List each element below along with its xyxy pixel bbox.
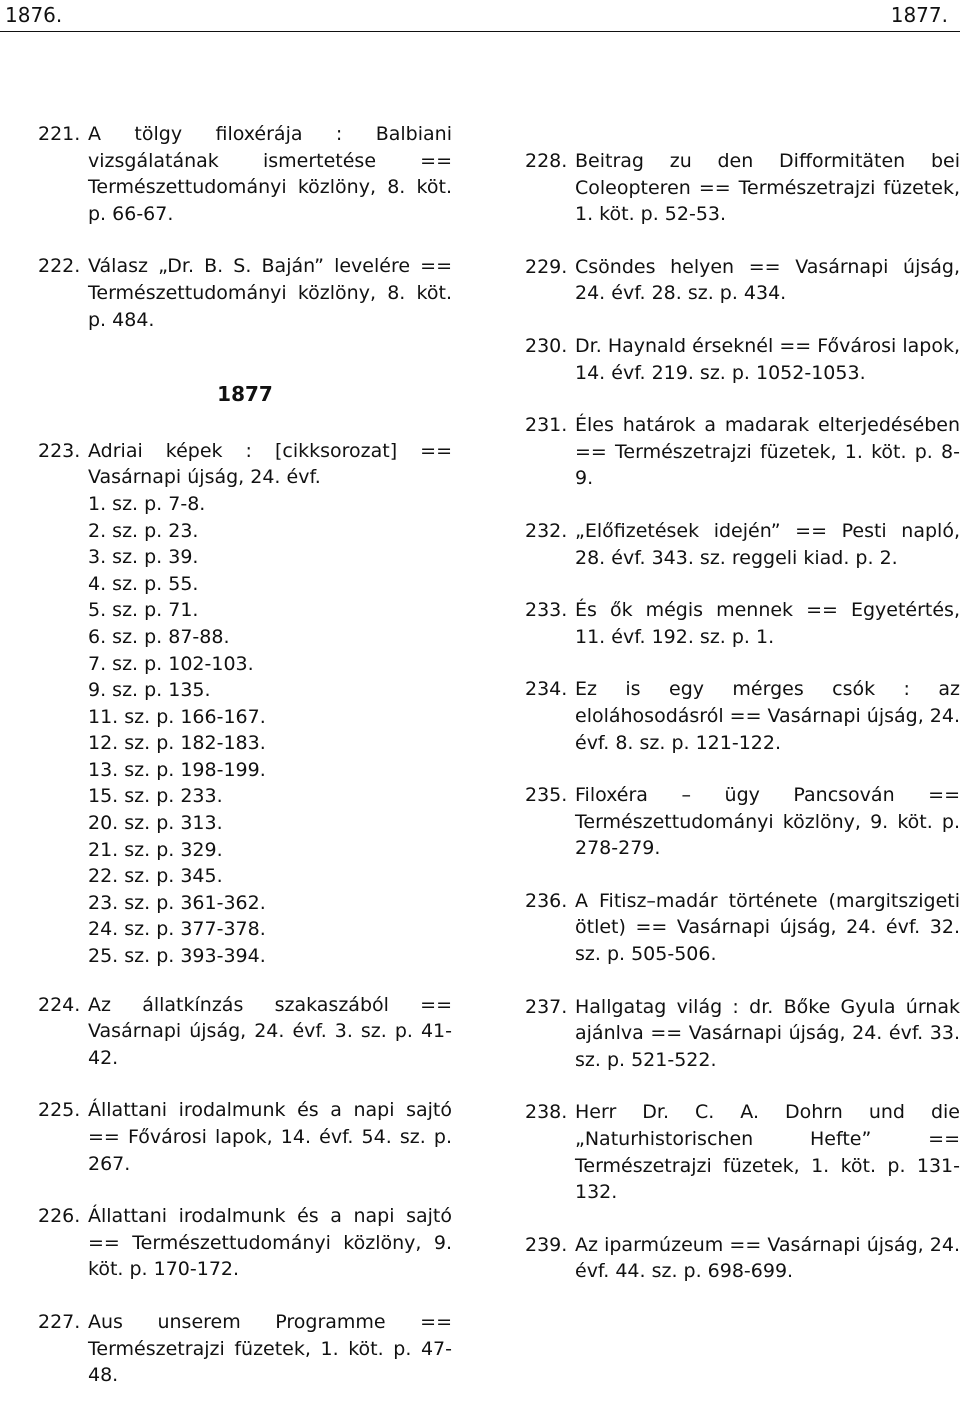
entry-text-block bbox=[88, 438, 452, 970]
entry-text: Éles határok a madarak elterjedésében == Természetrajzi füzetek, 1. köt. p. 8-9. bbox=[575, 414, 960, 490]
entry-text: Ez is egy mérges csók : az eloláhosodásról == Vasárnapi újság, 24. évf. 8. sz. p. 121-122. bbox=[575, 678, 960, 754]
entry-number: 229. bbox=[525, 255, 568, 278]
series-part: 11. sz. p. 166-167. bbox=[88, 705, 266, 728]
series-part: 2. sz. p. 23. bbox=[88, 519, 199, 542]
entry-number: 239. bbox=[525, 1233, 568, 1256]
entry-text: Beitrag zu den Difformitäten bei Coleopteren == Természetrajzi füzetek, 1. köt. p. 52-53. bbox=[575, 150, 960, 226]
bibliography-entry bbox=[38, 1097, 452, 1177]
entry-number: 226. bbox=[38, 1205, 81, 1228]
entry-number: 231. bbox=[525, 414, 568, 437]
entry-text: Hallgatag világ : dr. Bőke Gyula úrnak ajánlva == Vasárnapi újság, 24. évf. 33. sz. p. 521-522. bbox=[575, 995, 960, 1071]
entry-text: Az iparmúzeum == Vasárnapi újság, 24. évf. 44. sz. p. 698-699. bbox=[575, 1233, 960, 1283]
entry-number: 222. bbox=[38, 255, 81, 278]
entry-number: 221. bbox=[38, 123, 81, 145]
entry-text: Aus unserem Programme == Természetrajzi füzetek, 1. köt. p. 47-48. bbox=[88, 1310, 452, 1387]
bibliography-entry bbox=[38, 121, 452, 227]
series-part: 6. sz. p. 87-88. bbox=[88, 625, 230, 648]
entry-text: Az állatkínzás szakaszából == Vasárnapi újság, 24. évf. 3. sz. p. 41-42. bbox=[88, 993, 452, 1069]
series-part: 1. sz. p. 7-8. bbox=[88, 492, 206, 515]
entry-text: Filoxéra – ügy Pancsován == Természettudományi közlöny, 9. köt. p. 278-279. bbox=[575, 784, 960, 860]
entry-text: Válasz „Dr. B. S. Baján” levelére == Természettudományi közlöny, 8. köt. p. 484. bbox=[88, 255, 452, 331]
entry-number: 233. bbox=[525, 599, 568, 622]
entry-text: Adriai képek : [cikksorozat] == Vasárnapi újság, 24. évf. bbox=[88, 439, 452, 489]
bibliography-entry bbox=[525, 254, 960, 307]
entry-number: 225. bbox=[38, 1099, 81, 1122]
entry-text: Csöndes helyen == Vasárnapi újság, 24. évf. 28. sz. p. 434. bbox=[575, 255, 960, 305]
bibliography-entry bbox=[525, 676, 960, 756]
series-part: 24. sz. p. 377-378. bbox=[88, 918, 266, 941]
series-part: 13. sz. p. 198-199. bbox=[88, 758, 266, 781]
left-column bbox=[38, 121, 452, 1415]
series-part: 22. sz. p. 345. bbox=[88, 865, 223, 888]
series-part: 25. sz. p. 393-394. bbox=[88, 945, 266, 968]
entry-number: 224. bbox=[38, 993, 81, 1016]
series-part: 21. sz. p. 329. bbox=[88, 838, 223, 861]
bibliography-entry bbox=[525, 412, 960, 492]
entry-number: 238. bbox=[525, 1101, 568, 1124]
bibliography-entry bbox=[38, 1309, 452, 1389]
entry-number: 234. bbox=[525, 678, 568, 701]
bibliography-entry bbox=[525, 888, 960, 968]
header-year-left: 1876. bbox=[5, 3, 63, 27]
series-part: 9. sz. p. 135. bbox=[88, 679, 211, 702]
bibliography-entry bbox=[525, 994, 960, 1074]
entry-number: 228. bbox=[525, 150, 568, 172]
bibliography-entry bbox=[525, 1099, 960, 1205]
bibliography-entry bbox=[525, 1232, 960, 1285]
entry-number: 232. bbox=[525, 519, 568, 542]
entry-text: A Fitisz–madár története (margitszigeti ötlet) == Vasárnapi újság, 24. évf. 32. sz. p. 505-506. bbox=[575, 889, 960, 966]
bibliography-entry bbox=[38, 1203, 452, 1283]
header-rule bbox=[0, 31, 960, 32]
bibliography-entry bbox=[525, 782, 960, 862]
bibliography-entry bbox=[525, 518, 960, 571]
bibliography-entry bbox=[525, 597, 960, 650]
entry-text: „Előfizetések idején” == Pesti napló, 28. évf. 343. sz. reggeli kiad. p. 2. bbox=[575, 519, 960, 569]
entry-number: 223. bbox=[38, 439, 81, 462]
series-part: 5. sz. p. 71. bbox=[88, 599, 199, 622]
series-part: 7. sz. p. 102-103. bbox=[88, 652, 254, 675]
series-part: 20. sz. p. 313. bbox=[88, 812, 223, 835]
entry-text: És ők mégis mennek == Egyetértés, 11. évf. 192. sz. p. 1. bbox=[575, 599, 960, 648]
series-part: 3. sz. p. 39. bbox=[88, 546, 199, 569]
entry-text: Dr. Haynald érseknél == Fővárosi lapok, 14. évf. 219. sz. p. 1052-1053. bbox=[575, 334, 960, 384]
series-part: 23. sz. p. 361-362. bbox=[88, 891, 266, 914]
series-part: 12. sz. p. 182-183. bbox=[88, 732, 266, 755]
bibliography-entry bbox=[38, 253, 452, 333]
entry-number: 235. bbox=[525, 784, 568, 807]
entry-number: 237. bbox=[525, 995, 568, 1018]
entry-number: 227. bbox=[38, 1310, 81, 1333]
right-column bbox=[525, 148, 960, 1311]
bibliography-entry bbox=[525, 148, 960, 228]
bibliography-entry bbox=[525, 333, 960, 386]
entry-text: Állattani irodalmunk és a napi sajtó == Természettudományi közlöny, 9. köt. p. 170-172. bbox=[88, 1205, 452, 1281]
entry-number: 230. bbox=[525, 334, 568, 357]
year-heading: 1877 bbox=[217, 382, 273, 407]
entry-text: Állattani irodalmunk és a napi sajtó == Fővárosi lapok, 14. évf. 54. sz. p. 267. bbox=[88, 1099, 452, 1175]
bibliography-entry bbox=[38, 438, 452, 970]
bibliography-entry bbox=[38, 992, 452, 1072]
entry-number: 236. bbox=[525, 889, 568, 912]
entry-text: Herr Dr. C. A. Dohrn und die „Naturhistorischen Hefte” == Természetrajzi füzetek, 1. köt. p. 131-132. bbox=[575, 1101, 960, 1204]
series-parts-list bbox=[88, 491, 452, 970]
series-part: 4. sz. p. 55. bbox=[88, 572, 199, 595]
series-part: 15. sz. p. 233. bbox=[88, 785, 223, 808]
page-header bbox=[0, 0, 960, 34]
header-year-right: 1877. bbox=[890, 3, 948, 27]
entry-text: A tölgy filoxérája : Balbiani vizsgálatának ismertetése == Természettudományi közlöny, 8. köt. p. 66-67. bbox=[88, 123, 452, 225]
